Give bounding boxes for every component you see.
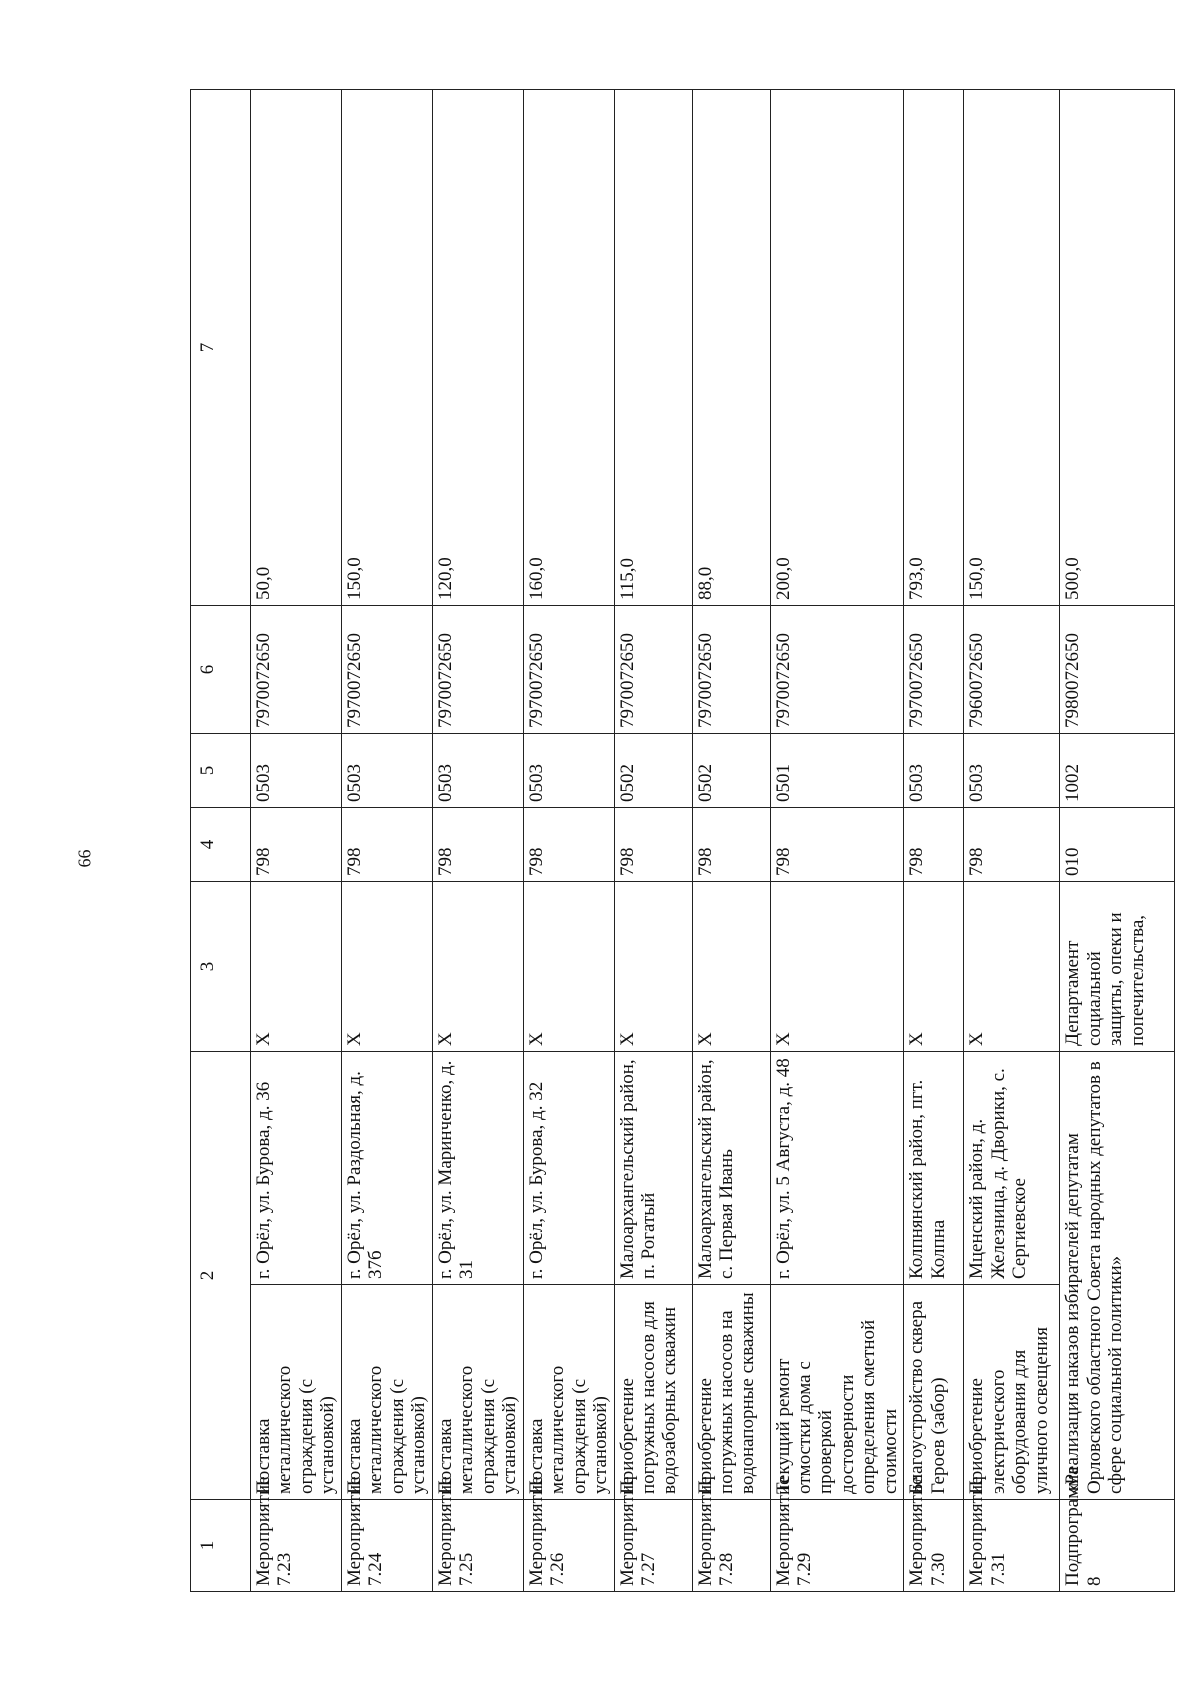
- table-header-row: [191, 90, 251, 1592]
- row-id: Мероприятие 7.28: [692, 1500, 770, 1592]
- row-address: Малоархангельский район, с. Первая Ивань: [692, 1052, 770, 1285]
- row-id: Мероприятие 7.29: [770, 1500, 904, 1592]
- row-col6: 7970072650: [432, 606, 523, 734]
- row-col4: 798: [904, 808, 964, 882]
- table-row: [432, 90, 523, 1592]
- row-col5: 0503: [964, 734, 1060, 808]
- row-col6: 7970072650: [251, 606, 342, 734]
- row-col4: 798: [523, 808, 614, 882]
- row-name: Поставка металлического ограждения (с установкой): [251, 1285, 342, 1500]
- row-col5: 0502: [692, 734, 770, 808]
- row-executor: Х: [904, 882, 964, 1052]
- row-name: Приобретение погружных насосов на водонапорные скважины: [692, 1285, 770, 1500]
- row-col6: 7970072650: [692, 606, 770, 734]
- row-col6: 7970072650: [341, 606, 432, 734]
- header-cell-5: 5: [191, 734, 251, 808]
- row-address: г. Орёл, ул. Маринченко, д. 31: [432, 1052, 523, 1285]
- row-id: Мероприятие 7.23: [251, 1500, 342, 1592]
- row-col7: 50,0: [251, 90, 342, 606]
- row-col4: 798: [614, 808, 692, 882]
- row-name: Благоустройство сквера Героев (забор): [904, 1285, 964, 1500]
- row-address: Малоархангельский район, п. Рогатый: [614, 1052, 692, 1285]
- row-executor: Х: [964, 882, 1060, 1052]
- row-col7: 793,0: [904, 90, 964, 606]
- row-id: Мероприятие 7.24: [341, 1500, 432, 1592]
- row-col5: 0502: [614, 734, 692, 808]
- row-col7: 115,0: [614, 90, 692, 606]
- table-row: [614, 90, 692, 1592]
- row-address: г. Орёл, ул. Бурова, д. 36: [251, 1052, 342, 1285]
- row-executor: Х: [341, 882, 432, 1052]
- rotated-table-page: [190, 90, 1148, 1592]
- row-col7: 120,0: [432, 90, 523, 606]
- table-row: [523, 90, 614, 1592]
- header-cell-6: 6: [191, 606, 251, 734]
- row-address: Мценский район, д. Железница, д. Дворики, с. Сергиевское: [964, 1052, 1060, 1285]
- row-address: Колпнянский район, пгт. Колпна: [904, 1052, 964, 1285]
- row-name: Приобретение погружных насосов для водозаборных скважин: [614, 1285, 692, 1500]
- row-col6: 7960072650: [964, 606, 1060, 734]
- row-col5: 0503: [341, 734, 432, 808]
- row-col4: 798: [341, 808, 432, 882]
- row-col7: 88,0: [692, 90, 770, 606]
- row-col5: 0503: [432, 734, 523, 808]
- subprogram-id: Подпрограмма 8: [1060, 1500, 1175, 1592]
- row-col7: 150,0: [964, 90, 1060, 606]
- row-col4: 798: [964, 808, 1060, 882]
- table-row: [904, 90, 964, 1592]
- row-col6: 7970072650: [904, 606, 964, 734]
- page-number: 66: [74, 849, 95, 868]
- row-executor: Х: [432, 882, 523, 1052]
- row-id: Мероприятие 7.31: [964, 1500, 1060, 1592]
- row-executor: Х: [770, 882, 904, 1052]
- row-col5: 0501: [770, 734, 904, 808]
- header-cell-3: 3: [191, 882, 251, 1052]
- row-executor: Х: [692, 882, 770, 1052]
- row-id: Мероприятие 7.27: [614, 1500, 692, 1592]
- row-address: г. Орёл, ул. 5 Августа, д. 48: [770, 1052, 904, 1285]
- row-col6: 7970072650: [614, 606, 692, 734]
- table-row: [770, 90, 904, 1592]
- subprogram-col4: 010: [1060, 808, 1175, 882]
- row-col7: 200,0: [770, 90, 904, 606]
- row-executor: Х: [614, 882, 692, 1052]
- row-col6: 7970072650: [770, 606, 904, 734]
- row-name: Поставка металлического ограждения (с установкой): [432, 1285, 523, 1500]
- header-cell-4: 4: [191, 808, 251, 882]
- row-id: Мероприятие 7.26: [523, 1500, 614, 1592]
- subprogram-col7: 500,0: [1060, 90, 1175, 606]
- row-col5: 0503: [523, 734, 614, 808]
- row-col4: 798: [251, 808, 342, 882]
- row-col5: 0503: [251, 734, 342, 808]
- row-col6: 7970072650: [523, 606, 614, 734]
- subprogram-col6: 7980072650: [1060, 606, 1175, 734]
- row-address: г. Орёл, ул. Раздольная, д. 37б: [341, 1052, 432, 1285]
- subprogram-row: [1060, 90, 1175, 1592]
- row-name: Поставка металлического ограждения (с установкой): [523, 1285, 614, 1500]
- row-id: Мероприятие 7.25: [432, 1500, 523, 1592]
- row-executor: Х: [251, 882, 342, 1052]
- table-row: [341, 90, 432, 1592]
- header-cell-1: 1: [191, 1500, 251, 1592]
- header-cell-7: 7: [191, 90, 251, 606]
- row-col7: 150,0: [341, 90, 432, 606]
- row-name: Поставка металлического ограждения (с установкой): [341, 1285, 432, 1500]
- row-col4: 798: [770, 808, 904, 882]
- budget-table: [190, 89, 1175, 1592]
- row-id: Мероприятие 7.30: [904, 1500, 964, 1592]
- row-name: Текущий ремонт отмостки дома с проверкой достоверности определения сметной стоимости: [770, 1285, 904, 1500]
- row-executor: Х: [523, 882, 614, 1052]
- table-row: [692, 90, 770, 1592]
- header-cell-2: 2: [191, 1052, 251, 1500]
- subprogram-executor: Департамент социальной защиты, опеки и попечительства,: [1060, 882, 1175, 1052]
- table-row: [964, 90, 1060, 1592]
- row-col4: 798: [692, 808, 770, 882]
- subprogram-col5: 1002: [1060, 734, 1175, 808]
- row-col5: 0503: [904, 734, 964, 808]
- row-address: г. Орёл, ул. Бурова, д. 32: [523, 1052, 614, 1285]
- subprogram-title: «Реализация наказов избирателей депутатам Орловского областного Совета народных депутатов в сфере социальной политики»: [1060, 1052, 1175, 1500]
- row-name: Приобретение электрического оборудования для уличного освещения: [964, 1285, 1060, 1500]
- table-row: [251, 90, 342, 1592]
- row-col7: 160,0: [523, 90, 614, 606]
- row-col4: 798: [432, 808, 523, 882]
